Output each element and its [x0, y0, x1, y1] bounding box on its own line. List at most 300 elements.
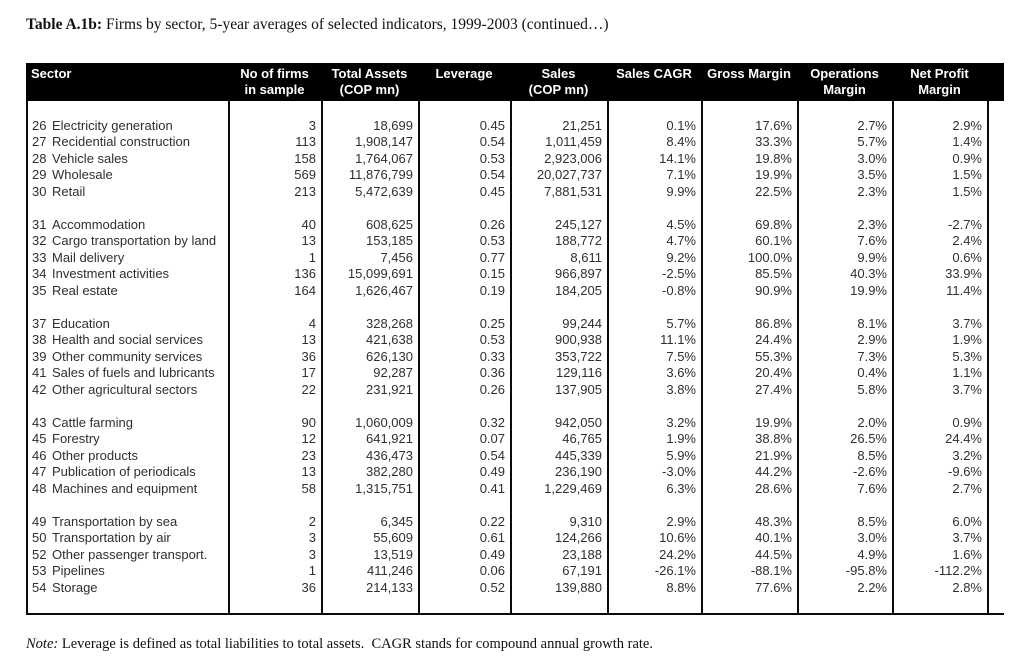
- spacer-cell: [228, 596, 321, 613]
- table-cell: 55.3%: [701, 349, 797, 366]
- spacer-cell: [987, 101, 1004, 118]
- sector-code: 38: [32, 332, 47, 347]
- table-cell: 8.1%: [797, 316, 892, 333]
- table-cell: [26, 283, 228, 300]
- table-cell: 1: [228, 250, 321, 267]
- table-cell: 942,050: [510, 415, 607, 432]
- table-cell: 1.6%: [892, 547, 987, 564]
- table-cell: 411,246: [321, 563, 418, 580]
- table-cell: 13: [228, 332, 321, 349]
- sector-code: 45: [32, 431, 47, 446]
- table-cell: 1,229,469: [510, 481, 607, 498]
- spacer-cell: [418, 299, 510, 316]
- table-row: [26, 349, 1004, 366]
- table-cell: 21.9%: [701, 448, 797, 465]
- firms-by-sector-table: [26, 63, 1004, 615]
- table-cell: 0.6%: [892, 250, 987, 267]
- table-cell: 0.1%: [607, 118, 701, 135]
- table-cell: 46,765: [510, 431, 607, 448]
- table-cell: 2.0%: [797, 415, 892, 432]
- table-cell: 21,251: [510, 118, 607, 135]
- sector-code: 33: [32, 249, 47, 265]
- table-cell: [987, 481, 1004, 498]
- sector-name: Forestry: [52, 431, 100, 446]
- spacer-cell: [321, 200, 418, 217]
- table-cell: [987, 580, 1004, 597]
- table-cell: 0.41: [418, 481, 510, 498]
- table-cell: 2.3%: [797, 217, 892, 234]
- table-cell: 4.5%: [607, 217, 701, 234]
- table-cell: 19.9%: [701, 415, 797, 432]
- table-cell: [987, 167, 1004, 184]
- table-cell: 5.7%: [797, 134, 892, 151]
- table-cell: 60.1%: [701, 233, 797, 250]
- spacer-cell: [228, 200, 321, 217]
- table-cell: [987, 464, 1004, 481]
- column-header-leverage: Leverage: [435, 66, 493, 81]
- table-cell: 2: [228, 514, 321, 531]
- spacer-cell: [321, 596, 418, 613]
- table-cell: 6.3%: [607, 481, 701, 498]
- table-cell: 3.0%: [797, 530, 892, 547]
- table-cell: 40: [228, 217, 321, 234]
- table-cell: 136: [228, 266, 321, 283]
- table-cell: 10.6%: [607, 530, 701, 547]
- table-cell: 8.8%: [607, 580, 701, 597]
- table-cell: 0.53: [418, 332, 510, 349]
- table-cell: [987, 217, 1004, 234]
- table-cell: 445,339: [510, 448, 607, 465]
- table-cell: [26, 514, 228, 531]
- table-cell: 0.06: [418, 563, 510, 580]
- spacer-cell: [701, 596, 797, 613]
- spacer-cell: [228, 299, 321, 316]
- table-cell: [26, 530, 228, 547]
- table-cell: 58: [228, 481, 321, 498]
- table-cell: 8.4%: [607, 134, 701, 151]
- spacer-cell: [510, 101, 607, 118]
- table-cell: 0.9%: [892, 151, 987, 168]
- table-cell: [987, 118, 1004, 135]
- spacer-cell: [418, 497, 510, 514]
- table-cell: [26, 349, 228, 366]
- spacer-cell: [607, 101, 701, 118]
- table-cell: 28.6%: [701, 481, 797, 498]
- spacer-cell: [987, 596, 1004, 613]
- table-cell: 22.5%: [701, 184, 797, 201]
- table-row: [26, 481, 1004, 498]
- table-row: [26, 266, 1004, 283]
- spacer-cell: [26, 299, 228, 316]
- table-cell: 0.53: [418, 151, 510, 168]
- sector-name: Investment activities: [52, 266, 170, 281]
- table-cell: 67,191: [510, 563, 607, 580]
- sector-name: Publication of periodicals: [52, 464, 196, 479]
- table-cell: [987, 250, 1004, 267]
- table-cell: 24.4%: [701, 332, 797, 349]
- table-cell: 124,266: [510, 530, 607, 547]
- spacer-cell: [26, 596, 228, 613]
- table-cell: 0.77: [418, 250, 510, 267]
- table-cell: 0.33: [418, 349, 510, 366]
- table-cell: [987, 365, 1004, 382]
- table-row: [26, 382, 1004, 399]
- table-row: [26, 332, 1004, 349]
- sector-name: Vehicle sales: [52, 150, 128, 166]
- table-cell: [987, 134, 1004, 151]
- table-cell: 12: [228, 431, 321, 448]
- sector-code: 46: [32, 447, 47, 463]
- spacer-row: [26, 497, 1004, 514]
- spacer-cell: [892, 299, 987, 316]
- table-cell: 608,625: [321, 217, 418, 234]
- table-footnote: [26, 636, 653, 653]
- table-cell: 0.15: [418, 266, 510, 283]
- sector-code: 41: [32, 365, 47, 380]
- sector-code: 39: [32, 348, 47, 364]
- table-row: [26, 415, 1004, 432]
- sector-name: Other passenger transport.: [52, 546, 208, 562]
- spacer-cell: [510, 398, 607, 415]
- table-cell: -3.0%: [607, 464, 701, 481]
- table-cell: 7.6%: [797, 233, 892, 250]
- sector-code: 50: [32, 530, 47, 545]
- table-cell: 4.9%: [797, 547, 892, 564]
- table-cell: 0.45: [418, 118, 510, 135]
- table-cell: 0.54: [418, 448, 510, 465]
- table-row: [26, 233, 1004, 250]
- sector-code: 53: [32, 563, 47, 578]
- table-cell: 17.6%: [701, 118, 797, 135]
- sector-name: Wholesale: [52, 167, 113, 182]
- table-cell: 2.2%: [797, 580, 892, 597]
- table-cell: 24.2%: [607, 547, 701, 564]
- table-cell: 158: [228, 151, 321, 168]
- spacer-cell: [987, 398, 1004, 415]
- table-cell: 5,472,639: [321, 184, 418, 201]
- table-cell: 13: [228, 233, 321, 250]
- table-cell: 1,011,459: [510, 134, 607, 151]
- table-cell: 2.8%: [892, 580, 987, 597]
- table-cell: [26, 448, 228, 465]
- table-cell: [26, 316, 228, 333]
- table-cell: 1,315,751: [321, 481, 418, 498]
- table-cell: 213: [228, 184, 321, 201]
- table-cell: 5.3%: [892, 349, 987, 366]
- table-cell: 92,287: [321, 365, 418, 382]
- table-cell: 15,099,691: [321, 266, 418, 283]
- table-cell: 90: [228, 415, 321, 432]
- table-cell: 77.6%: [701, 580, 797, 597]
- table-cell: -9.6%: [892, 464, 987, 481]
- footnote-text: Leverage is defined as total liabilities to total assets. CAGR stands for compound annual growth rate.: [58, 636, 653, 652]
- spacer-cell: [510, 497, 607, 514]
- table-row: [26, 167, 1004, 184]
- table-cell: [987, 563, 1004, 580]
- table-cell: 8.5%: [797, 448, 892, 465]
- table-title-label: Table A.1b:: [26, 16, 103, 33]
- table-cell: 8.5%: [797, 514, 892, 531]
- sector-code: 52: [32, 546, 47, 562]
- table-cell: [987, 382, 1004, 399]
- table-cell: 231,921: [321, 382, 418, 399]
- table-cell: 38.8%: [701, 431, 797, 448]
- column-header-total-assets: Total Assets (COP mn): [331, 66, 408, 97]
- table-cell: [26, 250, 228, 267]
- table-cell: 2.9%: [892, 118, 987, 135]
- table-cell: 33.3%: [701, 134, 797, 151]
- table-row: [26, 365, 1004, 382]
- table-cell: 2.9%: [607, 514, 701, 531]
- table-row: [26, 283, 1004, 300]
- table-cell: 2.3%: [797, 184, 892, 201]
- sector-code: 54: [32, 579, 47, 595]
- table-cell: 7.6%: [797, 481, 892, 498]
- spacer-cell: [510, 596, 607, 613]
- sector-code: 37: [32, 315, 47, 331]
- table-cell: 236,190: [510, 464, 607, 481]
- table-cell: 36: [228, 349, 321, 366]
- spacer-cell: [701, 200, 797, 217]
- table-cell: 99,244: [510, 316, 607, 333]
- sector-code: 28: [32, 150, 47, 166]
- spacer-cell: [892, 497, 987, 514]
- table-cell: 55,609: [321, 530, 418, 547]
- sector-name: Other products: [52, 447, 138, 463]
- table-cell: 3.7%: [892, 382, 987, 399]
- table-cell: 1.9%: [892, 332, 987, 349]
- spacer-cell: [607, 497, 701, 514]
- table-cell: 3.8%: [607, 382, 701, 399]
- table-cell: [987, 151, 1004, 168]
- table-cell: [26, 217, 228, 234]
- table-cell: 26.5%: [797, 431, 892, 448]
- spacer-cell: [228, 101, 321, 118]
- table-cell: 2.4%: [892, 233, 987, 250]
- column-header-sales-cagr: Sales CAGR: [616, 66, 692, 81]
- table-cell: 5.7%: [607, 316, 701, 333]
- sector-name: Retail: [52, 183, 86, 199]
- spacer-cell: [892, 101, 987, 118]
- table-cell: 164: [228, 283, 321, 300]
- table-cell: 184,205: [510, 283, 607, 300]
- sector-name: Cargo transportation by land: [52, 233, 217, 248]
- table-cell: 9.2%: [607, 250, 701, 267]
- table-cell: 69.8%: [701, 217, 797, 234]
- table-cell: 214,133: [321, 580, 418, 597]
- table-cell: 129,116: [510, 365, 607, 382]
- table-cell: 0.19: [418, 283, 510, 300]
- spacer-cell: [418, 101, 510, 118]
- table-cell: 0.53: [418, 233, 510, 250]
- spacer-cell: [26, 200, 228, 217]
- spacer-cell: [797, 101, 892, 118]
- table-row: [26, 118, 1004, 135]
- table-cell: -112.2%: [892, 563, 987, 580]
- sector-code: 34: [32, 266, 47, 281]
- table-cell: [987, 233, 1004, 250]
- table-cell: 0.54: [418, 167, 510, 184]
- table-row: [26, 580, 1004, 597]
- spacer-cell: [797, 200, 892, 217]
- sector-code: 27: [32, 134, 47, 149]
- table-cell: 353,722: [510, 349, 607, 366]
- table-cell: 4.7%: [607, 233, 701, 250]
- table-cell: 421,638: [321, 332, 418, 349]
- spacer-cell: [892, 596, 987, 613]
- table-row: [26, 316, 1004, 333]
- footnote-label: Note:: [26, 636, 59, 652]
- table-cell: 19.9%: [701, 167, 797, 184]
- table-cell: 2.7%: [892, 481, 987, 498]
- table-row: [26, 134, 1004, 151]
- table-cell: 137,905: [510, 382, 607, 399]
- table-cell: 0.26: [418, 382, 510, 399]
- spacer-row: [26, 101, 1004, 118]
- table-cell: 5.8%: [797, 382, 892, 399]
- table-cell: -0.8%: [607, 283, 701, 300]
- table-cell: 7.1%: [607, 167, 701, 184]
- spacer-cell: [228, 398, 321, 415]
- table-row: [26, 547, 1004, 564]
- table-cell: 1: [228, 563, 321, 580]
- table-cell: 19.9%: [797, 283, 892, 300]
- table-cell: [987, 514, 1004, 531]
- table-cell: 0.49: [418, 464, 510, 481]
- table-cell: 0.45: [418, 184, 510, 201]
- table-cell: 1,060,009: [321, 415, 418, 432]
- sector-name: Machines and equipment: [52, 480, 198, 496]
- table-cell: 40.3%: [797, 266, 892, 283]
- sector-code: 42: [32, 381, 47, 397]
- sector-name: Cattle farming: [52, 414, 133, 430]
- sector-name: Other agricultural sectors: [52, 381, 198, 397]
- sector-code: 32: [32, 233, 47, 248]
- table-cell: 900,938: [510, 332, 607, 349]
- table-cell: 4: [228, 316, 321, 333]
- table-cell: 3.0%: [797, 151, 892, 168]
- table-cell: 0.36: [418, 365, 510, 382]
- table-cell: 382,280: [321, 464, 418, 481]
- table-cell: [26, 382, 228, 399]
- table-cell: [26, 184, 228, 201]
- sector-code: 29: [32, 167, 47, 182]
- table-row: [26, 514, 1004, 531]
- table-cell: -88.1%: [701, 563, 797, 580]
- column-header-sales: Sales (COP mn): [528, 66, 589, 97]
- sector-name: Transportation by air: [52, 530, 171, 545]
- table-cell: [26, 415, 228, 432]
- table-cell: 1,908,147: [321, 134, 418, 151]
- column-header-sector: Sector: [31, 66, 72, 81]
- table-cell: 641,921: [321, 431, 418, 448]
- table-cell: 13: [228, 464, 321, 481]
- table-cell: 23,188: [510, 547, 607, 564]
- table-cell: [26, 332, 228, 349]
- spacer-cell: [26, 398, 228, 415]
- table-cell: [26, 118, 228, 135]
- spacer-cell: [892, 200, 987, 217]
- table-cell: 1.5%: [892, 167, 987, 184]
- spacer-cell: [607, 299, 701, 316]
- sector-code: 48: [32, 480, 47, 496]
- table-cell: [26, 464, 228, 481]
- table-cell: 0.26: [418, 217, 510, 234]
- spacer-cell: [987, 299, 1004, 316]
- table-row: [26, 217, 1004, 234]
- table-cell: 2.9%: [797, 332, 892, 349]
- spacer-cell: [797, 398, 892, 415]
- table-cell: 188,772: [510, 233, 607, 250]
- spacer-cell: [321, 101, 418, 118]
- table-cell: 48.3%: [701, 514, 797, 531]
- table-cell: 1.9%: [607, 431, 701, 448]
- table-cell: 24.4%: [892, 431, 987, 448]
- table-cell: 3.2%: [892, 448, 987, 465]
- spacer-cell: [797, 497, 892, 514]
- sector-name: Accommodation: [52, 216, 146, 232]
- table-cell: 9.9%: [607, 184, 701, 201]
- table-cell: [26, 431, 228, 448]
- table-cell: 966,897: [510, 266, 607, 283]
- spacer-cell: [607, 398, 701, 415]
- table-cell: 3: [228, 547, 321, 564]
- sector-name: Sales of fuels and lubricants: [52, 365, 215, 380]
- sector-name: Pipelines: [52, 563, 105, 578]
- spacer-cell: [228, 497, 321, 514]
- sector-code: 26: [32, 117, 47, 133]
- table-cell: 11,876,799: [321, 167, 418, 184]
- table-cell: 569: [228, 167, 321, 184]
- table-cell: [987, 349, 1004, 366]
- spacer-cell: [607, 596, 701, 613]
- table-cell: 7,881,531: [510, 184, 607, 201]
- spacer-cell: [418, 596, 510, 613]
- table-cell: 13,519: [321, 547, 418, 564]
- table-row: [26, 184, 1004, 201]
- table-cell: 44.5%: [701, 547, 797, 564]
- spacer-cell: [701, 299, 797, 316]
- spacer-cell: [418, 200, 510, 217]
- table-cell: [987, 316, 1004, 333]
- table-cell: 85.5%: [701, 266, 797, 283]
- column-header-net-profit-margin: Net Profit Margin: [910, 66, 969, 97]
- table-cell: 1,626,467: [321, 283, 418, 300]
- sector-code: 30: [32, 183, 47, 199]
- table-cell: 11.4%: [892, 283, 987, 300]
- spacer-cell: [987, 200, 1004, 217]
- table-cell: 14.1%: [607, 151, 701, 168]
- table-cell: 5.9%: [607, 448, 701, 465]
- table-cell: 7,456: [321, 250, 418, 267]
- table-cell: [987, 530, 1004, 547]
- sector-name: Mail delivery: [52, 249, 125, 265]
- sector-name: Recidential construction: [52, 134, 191, 149]
- table-cell: 17: [228, 365, 321, 382]
- sector-name: Electricity generation: [52, 117, 173, 133]
- table-title: [26, 16, 609, 34]
- table-cell: 0.61: [418, 530, 510, 547]
- table-row: [26, 151, 1004, 168]
- table-cell: [26, 134, 228, 151]
- spacer-cell: [321, 398, 418, 415]
- table-cell: 1,764,067: [321, 151, 418, 168]
- table-cell: 3.6%: [607, 365, 701, 382]
- table-cell: 20.4%: [701, 365, 797, 382]
- table-cell: 19.8%: [701, 151, 797, 168]
- table-cell: 7.5%: [607, 349, 701, 366]
- spacer-cell: [701, 398, 797, 415]
